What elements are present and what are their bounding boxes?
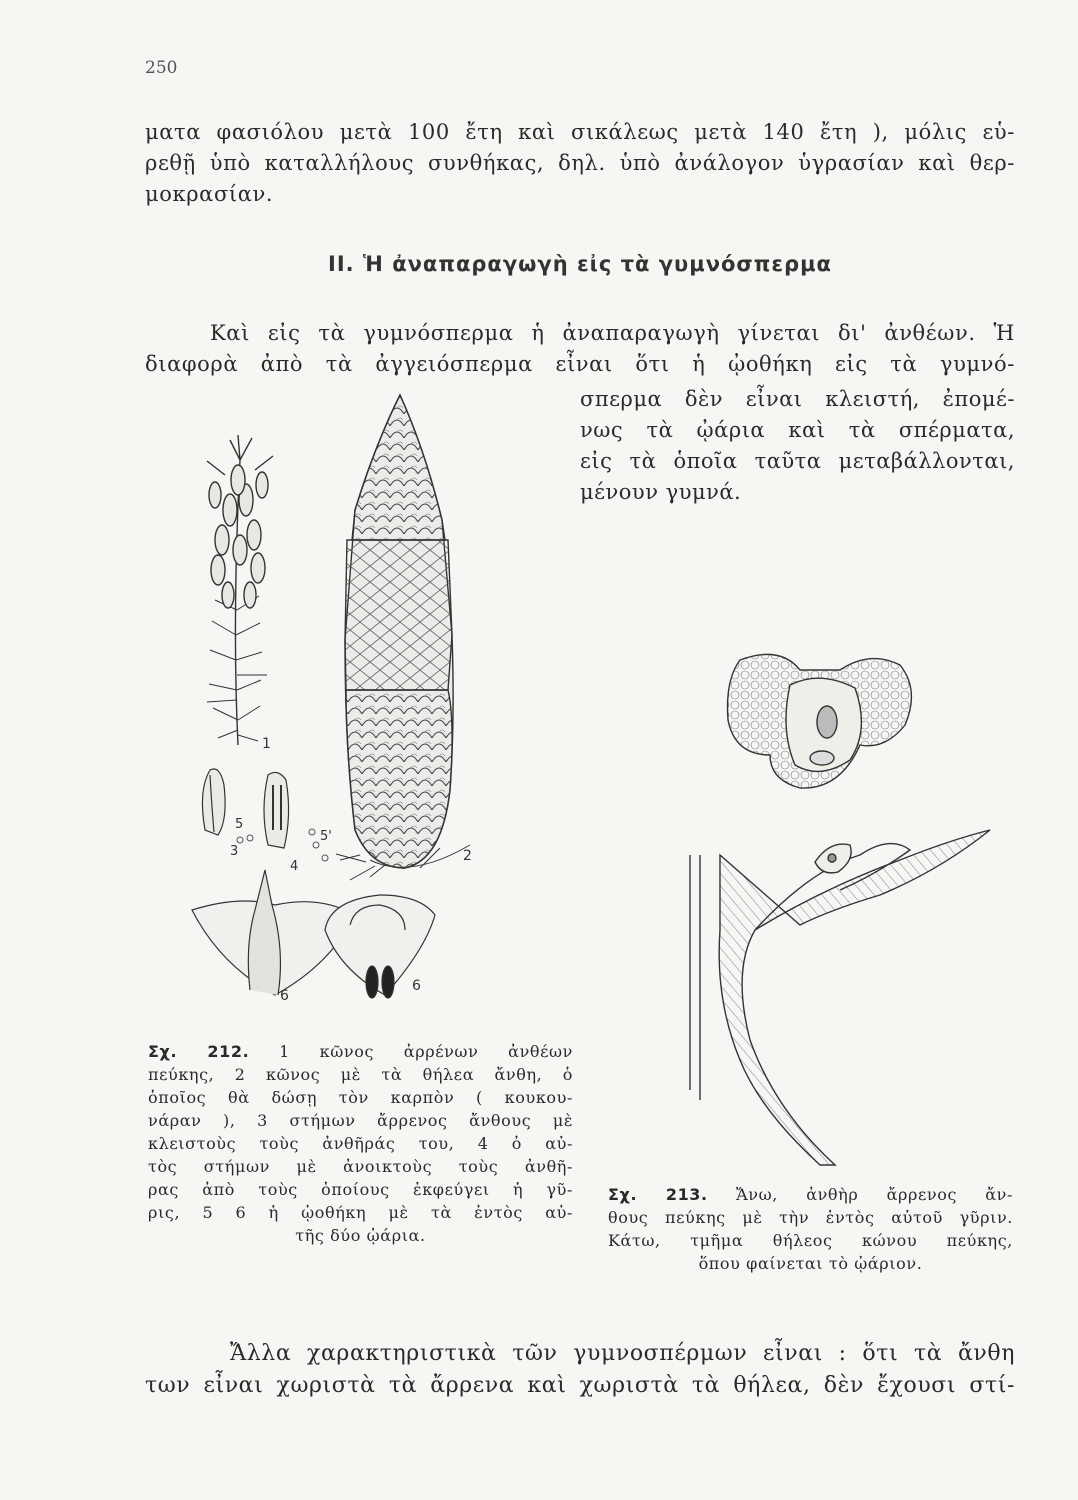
caption-line: Σχ. 213. Ἄνω, ἀνθὴρ ἄρρενος ἄν- <box>608 1185 1013 1204</box>
text-line: Καὶ εἰς τὰ γυμνόσπερμα ἡ ἀναπαραγωγὴ γίνεται δι' ἀνθέων. Ἡ <box>210 321 1015 345</box>
caption-line: Σχ. 212. 1 κῶνος ἀρρένων ἀνθέων <box>148 1042 574 1061</box>
text-line: νως τὰ ᾠάρια καὶ τὰ σπέρματα, <box>580 418 1015 442</box>
text-line: μένουν γυμνά. <box>580 480 742 504</box>
figure-213-caption <box>608 1183 1013 1275</box>
label-6a: 6 <box>280 988 289 1004</box>
caption-line: θους πεύκης μὲ τὴν ἐντὸς αὐτοῦ γῦριν. <box>608 1208 1013 1227</box>
figure-213-illustration <box>660 640 1000 1170</box>
figure-213-label: Σχ. 213. <box>608 1185 708 1204</box>
label-2: 2 <box>463 848 472 864</box>
section-heading: II. Ἡ ἀναπαραγωγὴ εἰς τὰ γυμνόσπερμα <box>328 252 832 276</box>
label-6b: 6 <box>412 978 421 994</box>
caption-line: πεύκης, 2 κῶνος μὲ τὰ θήλεα ἄνθη, ὁ <box>148 1065 573 1084</box>
text-line: μοκρασίαν. <box>145 182 274 206</box>
figure-212-label: Σχ. 212. <box>148 1042 250 1061</box>
text-line: ρεθῇ ὑπὸ καταλλήλους συνθήκας, δηλ. ὑπὸ ἀνάλογον ὑγρασίαν καὶ θερ- <box>145 151 1015 175</box>
text-line: σπερμα δὲν εἶναι κλειστή, ἐπομέ- <box>580 387 1015 411</box>
pollen-grain <box>728 654 912 788</box>
female-cone <box>336 395 470 880</box>
label-1: 1 <box>262 736 271 752</box>
caption-line: κλειστοὺς τοὺς ἀνθῆράς του, 4 ὁ αὐ- <box>148 1134 573 1153</box>
figure-212-illustration <box>180 390 480 1015</box>
label-5b: 5' <box>320 829 332 844</box>
text-line: εἰς τὰ ὁποῖα ταῦτα μεταβάλλονται, <box>580 449 1015 473</box>
stamen-open <box>264 772 289 848</box>
text-line: διαφορὰ ἀπὸ τὰ ἀγγειόσπερμα εἶναι ὅτι ἡ ᾠοθήκη εἰς τὰ γυμνό- <box>145 352 1015 376</box>
reproduction-paragraph-wrapped <box>580 384 1015 508</box>
caption-line: ρις, 5 6 ἡ ᾠοθήκη μὲ τὰ ἐντὸς αὐ- <box>148 1203 573 1222</box>
ovule-section <box>690 830 990 1165</box>
caption-line: τὸς στήμων μὲ ἀνοικτοὺς τοὺς ἀνθῆ- <box>148 1157 573 1176</box>
figure-212-caption <box>148 1040 573 1247</box>
reproduction-paragraph <box>145 318 1015 380</box>
label-3: 3 <box>230 844 239 859</box>
caption-line: Κάτω, τμῆμα θήλεος κώνου πεύκης, <box>608 1231 1013 1250</box>
page-number: 250 <box>145 58 178 78</box>
text-line: Ἄλλα χαρακτηριστικὰ τῶν γυμνοσπέρμων εἶναι : ὅτι τὰ ἄνθη <box>230 1341 1015 1366</box>
caption-line: νάραν ), 3 στήμων ἄρρενος ἄνθους μὲ <box>148 1111 573 1130</box>
intro-paragraph <box>145 117 1015 210</box>
caption-line: ὁποῖος θὰ δώσῃ τὸν καρπὸν ( κουκου- <box>148 1088 573 1107</box>
text-line: ματα φασιόλου μετὰ 100 ἔτη καὶ σικάλεως μετὰ 140 ἔτη ), μόλις εὑ- <box>145 120 1015 144</box>
closing-paragraph <box>145 1338 1015 1402</box>
text-line: των εἶναι χωριστὰ τὰ ἄρρενα καὶ χωριστὰ τὰ θήλεα, δὲν ἔχουσι στί- <box>145 1373 1015 1398</box>
male-cone-branch <box>207 435 273 745</box>
label-5a: 5 <box>235 817 244 832</box>
caption-line: ρας ἀπὸ τοὺς ὁποίους ἐκφεύγει ἡ γῦ- <box>148 1180 573 1199</box>
caption-line: ὅπου φαίνεται τὸ ᾠάριον. <box>698 1254 923 1273</box>
label-4: 4 <box>290 859 299 874</box>
caption-line: τῆς δύο ᾠάρια. <box>295 1226 426 1245</box>
stamen-closed <box>202 769 225 835</box>
